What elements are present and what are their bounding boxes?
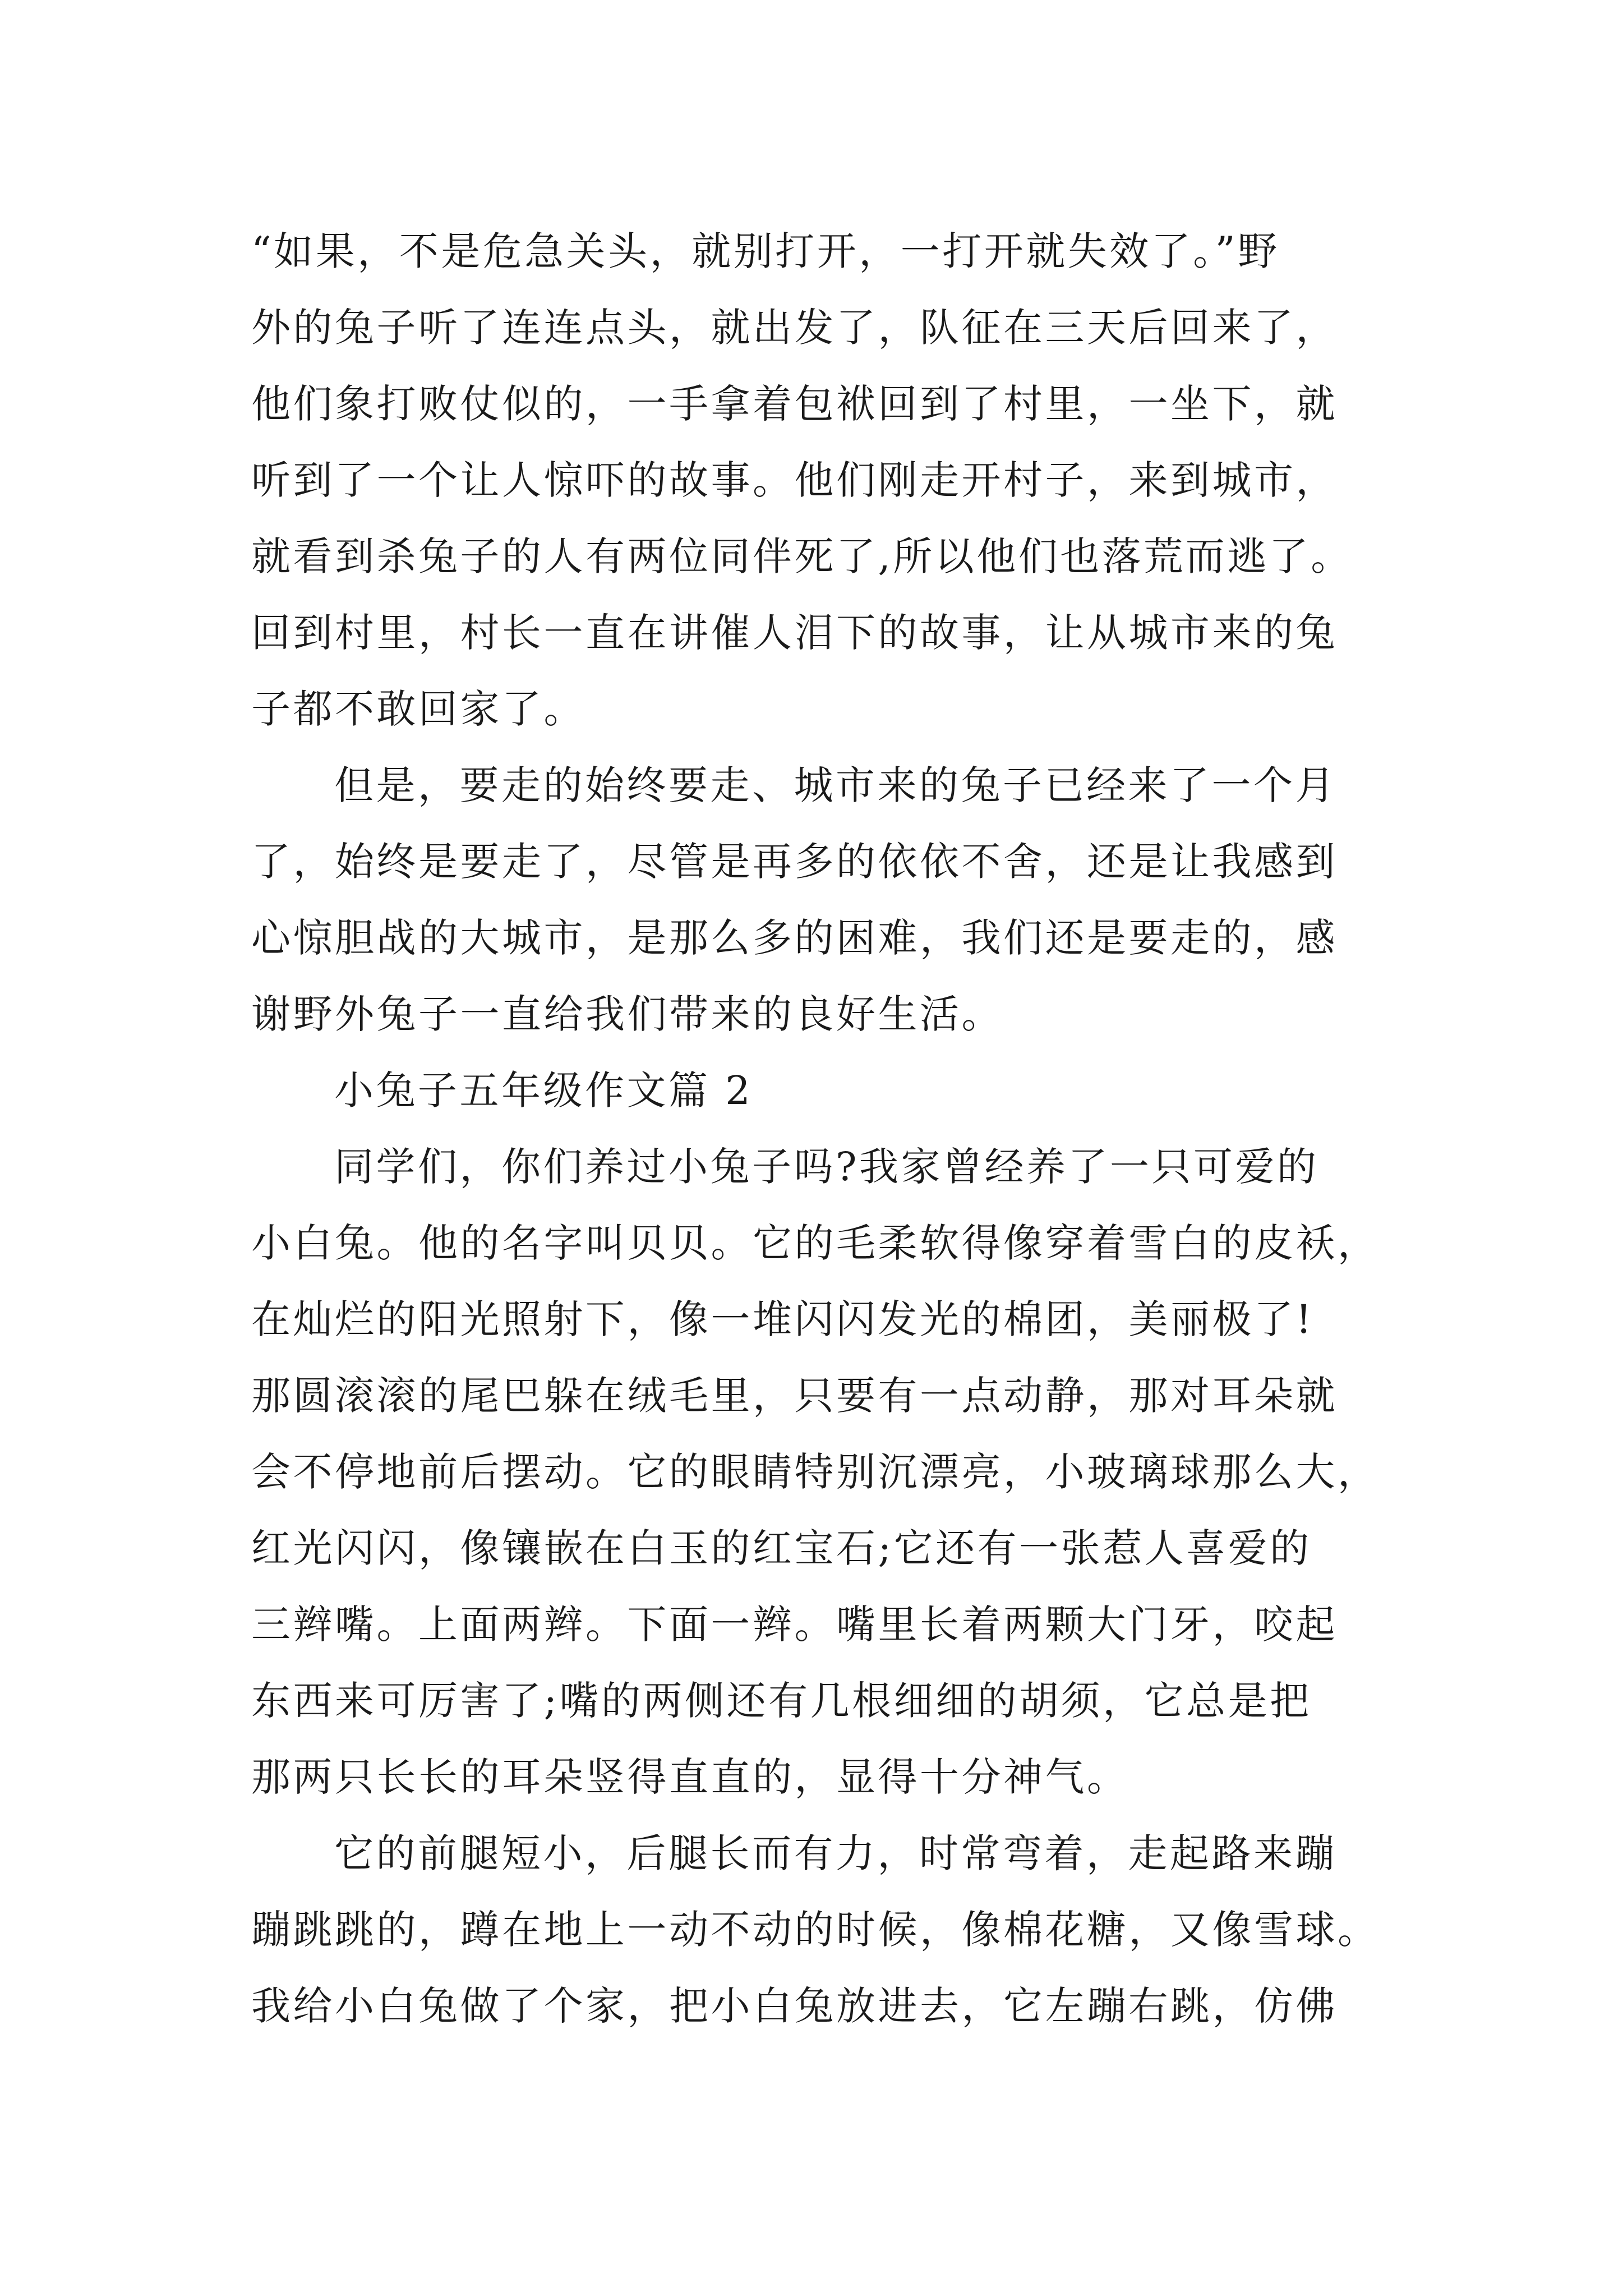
text-line-6: 回到村里，村长一直在讲催人泪下的故事，让从城市来的兔: [251, 610, 1338, 656]
text-line-13: 同学们，你们养过小兔子吗?我家曾经养了一只可爱的: [334, 1144, 1319, 1190]
text-line-8: 但是，要走的始终要走、城市来的兔子已经来了一个月: [334, 762, 1337, 808]
text-line-22: 它的前腿短小，后腿长而有力，时常弯着，走起路来蹦: [334, 1830, 1337, 1876]
text-line-7: 子都不敢回家了。: [251, 686, 585, 732]
text-line-15: 在灿烂的阳光照射下，像一堆闪闪发光的棉团，美丽极了!: [251, 1296, 1315, 1342]
section-heading: 小兔子五年级作文篇 2: [334, 1068, 753, 1114]
text-line-1: “如果，不是危急关头，就别打开，一打开就失效了。”野: [251, 228, 1280, 274]
text-line-23: 蹦跳跳的，蹲在地上一动不动的时候，像棉花糖，又像雪球。: [251, 1907, 1380, 1953]
text-line-18: 红光闪闪，像镶嵌在白玉的红宝石;它还有一张惹人喜爱的: [251, 1525, 1312, 1571]
text-line-5: 就看到杀兔子的人有两位同伴死了,所以他们也落荒而逃了。: [251, 533, 1353, 579]
text-line-3: 他们象打败仗似的，一手拿着包袱回到了村里，一坐下，就: [251, 381, 1338, 427]
text-line-2: 外的兔子听了连连点头，就出发了，队征在三天后回来了，: [251, 305, 1338, 351]
text-line-9: 了，始终是要走了，尽管是再多的依依不舍，还是让我感到: [251, 839, 1338, 885]
text-line-20: 东西来可厉害了;嘴的两侧还有几根细细的胡须，它总是把: [251, 1678, 1312, 1724]
text-line-11: 谢野外兔子一直给我们带来的良好生活。: [251, 991, 1003, 1037]
document-body: [251, 213, 1378, 2044]
text-line-14: 小白兔。他的名字叫贝贝。它的毛柔软得像穿着雪白的皮袄，: [251, 1220, 1380, 1266]
text-line-21: 那两只长长的耳朵竖得直直的，显得十分神气。: [251, 1754, 1129, 1800]
text-line-19: 三辫嘴。上面两辫。下面一辫。嘴里长着两颗大门牙，咬起: [251, 1602, 1338, 1648]
text-line-10: 心惊胆战的大城市，是那么多的困难，我们还是要走的，感: [251, 915, 1338, 961]
text-line-16: 那圆滚滚的尾巴躲在绒毛里，只要有一点动静，那对耳朵就: [251, 1373, 1338, 1419]
text-line-17: 会不停地前后摆动。它的眼睛特别沉漂亮，小玻璃球那么大，: [251, 1449, 1380, 1495]
text-line-4: 听到了一个让人惊吓的故事。他们刚走开村子，来到城市，: [251, 457, 1338, 503]
text-line-24: 我给小白兔做了个家，把小白兔放进去，它左蹦右跳，仿佛: [251, 1983, 1338, 2029]
